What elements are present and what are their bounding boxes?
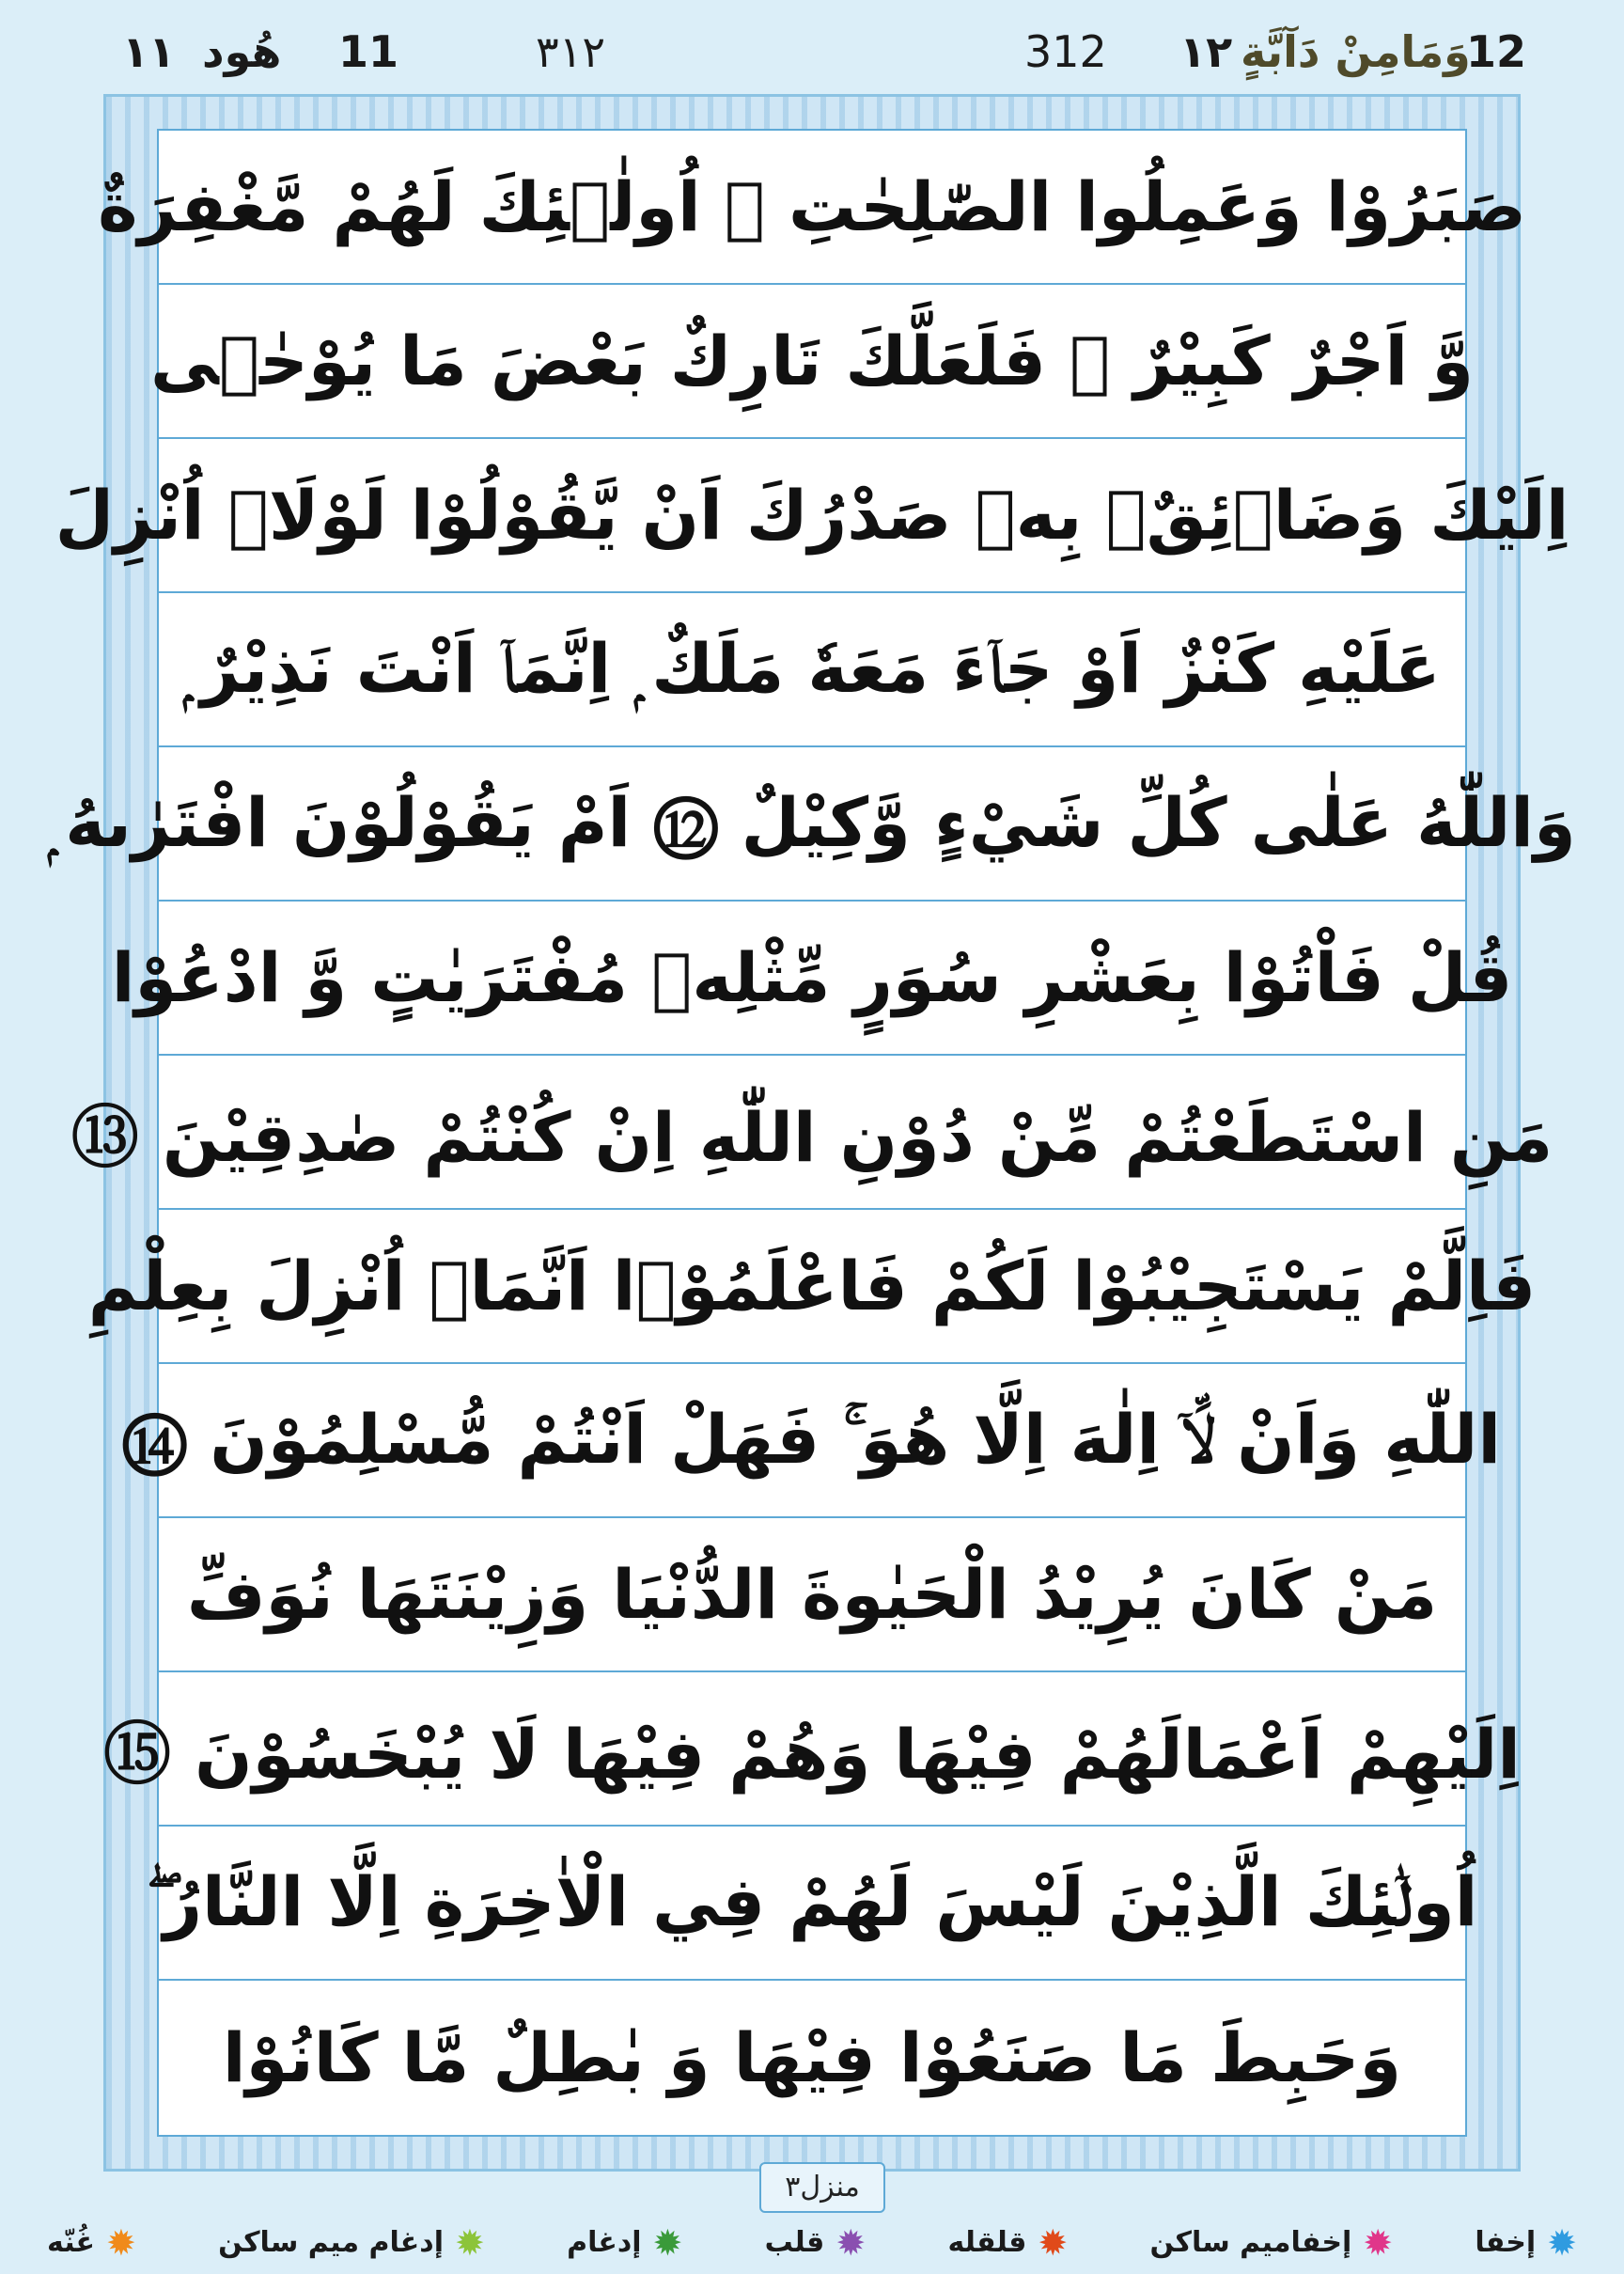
page-number: 312 xyxy=(1024,26,1107,77)
verse-line: وَّ اَجْرٌ كَبِيْرٌ ⑪ فَلَعَلَّكَ تَارِكٌ بَعْضَ مَا يُوْحٰۤى xyxy=(159,285,1465,439)
juz-name: وَمَامِنْ دَآبَّةٍ xyxy=(1241,26,1471,77)
text-panel xyxy=(48,129,1576,2137)
legend-label: غُنّه xyxy=(47,2226,95,2259)
verse-line: اِلَيْكَ وَضَاۤئِقٌۢ بِهٖ صَدْرُكَ اَنْ يَّقُوْلُوْا لَوْلَاۤ اُنْزِلَ xyxy=(159,439,1465,593)
verse-line: اِلَيْهِمْ اَعْمَالَهُمْ فِيْهَا وَهُمْ فِيْهَا لَا يُبْخَسُوْنَ ⑮ xyxy=(159,1672,1465,1827)
juz-number: 12 xyxy=(1466,26,1527,77)
verse-line: مَنْ كَانَ يُرِيْدُ الْحَيٰوةَ الدُّنْيَا وَزِيْنَتَهَا نُوَفِّ xyxy=(159,1518,1465,1672)
star-icon: ✹ xyxy=(1363,2221,1394,2264)
star-icon: ✹ xyxy=(652,2221,683,2264)
verse-line: اللّٰهِ وَاَنْ لَّاۤ اِلٰهَ اِلَّا هُوَ ۚ فَهَلْ اَنْتُمْ مُّسْلِمُوْنَ ⑭ xyxy=(159,1364,1465,1518)
legend-item xyxy=(1475,2221,1577,2264)
surah-number: ١١ xyxy=(122,26,176,77)
legend-item xyxy=(218,2221,485,2264)
star-icon: ✹ xyxy=(1547,2221,1577,2264)
page-number-arabic: ٣١٢ xyxy=(536,26,606,77)
verse-line: عَلَيْهِ كَنْزٌ اَوْ جَاۤءَ مَعَهٗ مَلَكٌ ۭ اِنَّمَاۤ اَنْتَ نَذِيْرٌ ۭ xyxy=(159,593,1465,747)
verse-line: اُولٰۤئِكَ الَّذِيْنَ لَيْسَ لَهُمْ فِي الْاٰخِرَةِ اِلَّا النَّارُ ۖ xyxy=(159,1827,1465,1981)
star-icon: ✹ xyxy=(1038,2221,1069,2264)
legend-item xyxy=(47,2221,136,2264)
legend-item xyxy=(1149,2221,1394,2264)
star-icon: ✹ xyxy=(835,2221,867,2264)
verse-line: صَبَرُوْا وَعَمِلُوا الصّٰلِحٰتِ ۭ اُولٰۤئِكَ لَهُمْ مَّغْفِرَةٌ xyxy=(159,131,1465,285)
surah-name: هُود xyxy=(202,26,282,77)
verse-line: قُلْ فَاْتُوْا بِعَشْرِ سُوَرٍ مِّثْلِهٖ مُفْتَرَيٰتٍ وَّ ادْعُوْا xyxy=(159,902,1465,1056)
legend-label: إدغام xyxy=(567,2226,642,2259)
star-icon: ✹ xyxy=(105,2221,136,2264)
legend-label: إدغام ميم ساكن xyxy=(218,2226,444,2259)
surah-index: 11 xyxy=(338,26,399,77)
legend-item xyxy=(567,2221,683,2264)
legend-label: إخفا xyxy=(1475,2226,1537,2259)
ornamental-border xyxy=(48,94,1576,2172)
page-header xyxy=(0,0,1624,94)
legend-label: قلب xyxy=(764,2226,825,2259)
verse-line: وَحَبِطَ مَا صَنَعُوْا فِيْهَا وَ بٰطِلٌ مَّا كَانُوْا xyxy=(222,2018,1402,2097)
star-icon: ✹ xyxy=(454,2221,485,2264)
verse-line: فَاِلَّمْ يَسْتَجِيْبُوْا لَكُمْ فَاعْلَمُوْۤا اَنَّمَاۤ اُنْزِلَ بِعِلْمِ xyxy=(159,1210,1465,1364)
manzil-label: منزل٣ xyxy=(759,2162,885,2213)
verse-line: وَاللّٰهُ عَلٰى كُلِّ شَيْءٍ وَّكِيْلٌ ⑫ اَمْ يَقُوْلُوْنَ افْتَرٰىهُ ۭ xyxy=(159,747,1465,902)
legend-label: إخفاميم ساكن xyxy=(1149,2226,1352,2259)
tajweed-legend xyxy=(0,2211,1624,2274)
legend-label: قلقله xyxy=(947,2226,1027,2259)
verse-line: مَنِ اسْتَطَعْتُمْ مِّنْ دُوْنِ اللّٰهِ اِنْ كُنْتُمْ صٰدِقِيْنَ ⑬ xyxy=(159,1056,1465,1210)
legend-item xyxy=(764,2221,867,2264)
juz-number-arabic: ١٢ xyxy=(1179,26,1233,77)
legend-item xyxy=(947,2221,1069,2264)
